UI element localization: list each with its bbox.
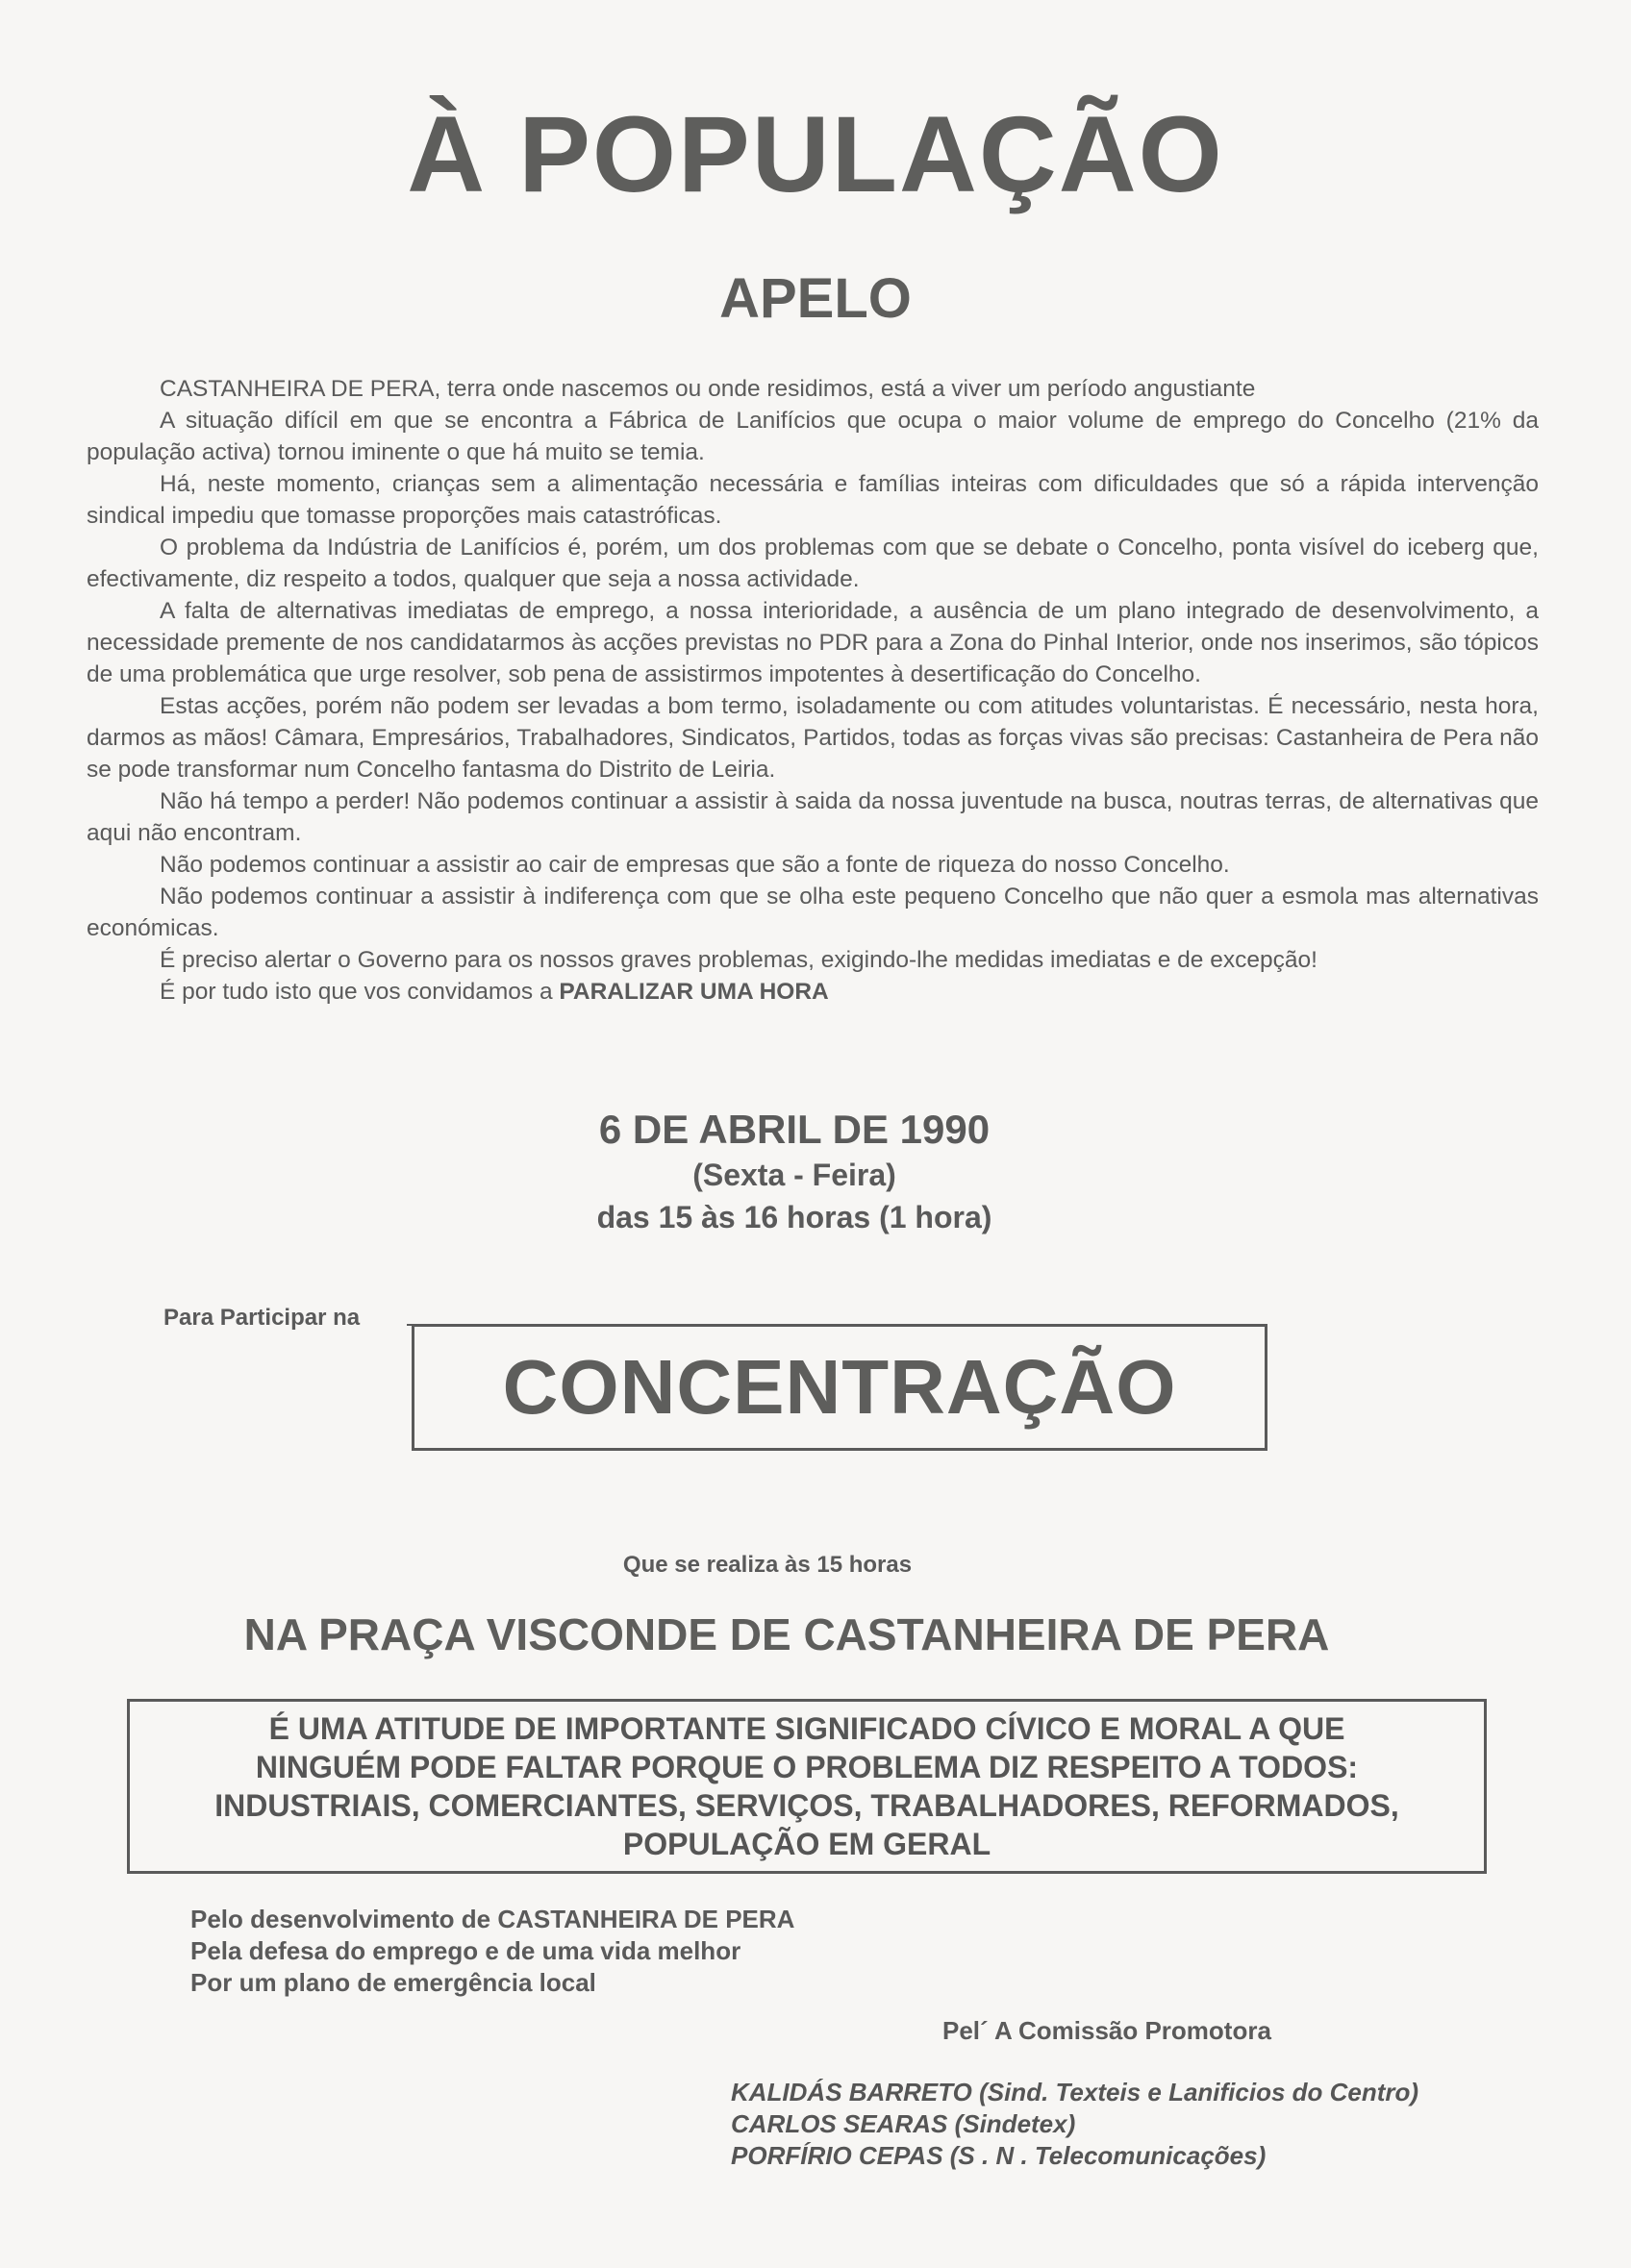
event-hours: das 15 às 16 horas (1 hora) xyxy=(596,1200,992,1234)
concentracao-box xyxy=(412,1324,1267,1451)
motto-line: Por um plano de emergência local xyxy=(190,1968,596,1997)
closing-paragraph xyxy=(87,976,1539,1008)
civic-line: POPULAÇÃO EM GERAL xyxy=(622,1827,991,1861)
paragraph: A falta de alternativas imediatas de emprego, a nossa interioridade, a ausência de um plano integrado de desenvolvimento, a necessidade premente de nos candidatarmos às acções previstas no PDR para a Zona do Pinhal Interior, onde nos inserimos, são tópicos de uma problemática que urge resolver, sob pena de assistirmos impotentes à desertificação do Concelho. xyxy=(87,598,1539,687)
realiza-text: Que se realiza às 15 horas xyxy=(622,1552,913,1578)
concentracao-heading: CONCENTRAÇÃO xyxy=(502,1344,1177,1430)
paragraph: Não há tempo a perder! Não podemos continuar a assistir à saida da nossa juventude na busca, noutras terras, de alternativas que aqui não encontram. xyxy=(87,788,1539,846)
page-subtitle: APELO xyxy=(719,267,912,330)
signers xyxy=(731,2077,1418,2172)
paragraph: A situação difícil em que se encontra a Fábrica de Lanifícios que ocupa o maior volume de emprego do Concelho (21% da população activa) tornou iminente o que há muito se temia. xyxy=(87,408,1539,465)
paragraph: Estas acções, porém não podem ser levadas a bom termo, isoladamente ou com atitudes voluntaristas. É necessário, nesta hora, darmos as mãos! Câmara, Empresários, Trabalhadores, Sindicatos, Partidos, todas as forças vivas são precisas: Castanheira de Pera não se pode transformar num Concelho fantasma do Distrito de Leiria. xyxy=(87,693,1539,783)
event-date: 6 DE ABRIL DE 1990 xyxy=(598,1107,991,1152)
event-date-block xyxy=(0,1106,1631,1238)
paragraph: Há, neste momento, crianças sem a alimentação necessária e famílias inteiras com dificuldades que só a rápida intervenção sindical impediu que tomasse proporções mais catastróficas. xyxy=(87,471,1539,529)
paragraph: CASTANHEIRA DE PERA, terra onde nascemos ou onde residimos, está a viver um período angustiante xyxy=(160,376,1256,402)
civic-line: É UMA ATITUDE DE IMPORTANTE SIGNIFICADO CÍVICO E MORAL A QUE xyxy=(268,1711,1345,1746)
location-heading: NA PRAÇA VISCONDE DE CASTANHEIRA DE PERA xyxy=(243,1609,1330,1659)
paragraph: É preciso alertar o Governo para os nossos graves problemas, exigindo-lhe medidas imediatas e de excepção! xyxy=(160,947,1317,973)
motto-line: Pela defesa do emprego e de uma vida melhor xyxy=(190,1936,741,1965)
event-weekday: (Sexta - Feira) xyxy=(692,1158,896,1192)
paragraph: Não podemos continuar a assistir ao cair de empresas que são a fonte de riqueza do nosso Concelho. xyxy=(160,852,1230,878)
participar-label: Para Participar na xyxy=(163,1305,361,1331)
motto-line: Pelo desenvolvimento de CASTANHEIRA DE PERA xyxy=(190,1905,795,1933)
mottos xyxy=(190,1904,794,1999)
closing-text: É por tudo isto que vos convidamos a xyxy=(160,979,553,1005)
page-title: À POPULAÇÃO xyxy=(407,94,1224,214)
civic-line: INDUSTRIAIS, COMERCIANTES, SERVIÇOS, TRABALHADORES, REFORMADOS, xyxy=(214,1788,1399,1823)
paragraph: Não podemos continuar a assistir à indiferença com que se olha este pequeno Concelho que não quer a esmola mas alternativas económicas. xyxy=(87,884,1539,941)
comissao-label: Pel´ A Comissão Promotora xyxy=(942,2016,1271,2045)
signer-line: CARLOS SEARAS (Sindetex) xyxy=(731,2109,1076,2138)
signer-line: KALIDÁS BARRETO (Sind. Texteis e Lanificios do Centro) xyxy=(731,2078,1419,2106)
civic-message-box xyxy=(127,1699,1487,1874)
signer-line: PORFÍRIO CEPAS (S . N . Telecomunicações) xyxy=(731,2141,1267,2170)
closing-call-to-action: PARALIZAR UMA HORA xyxy=(559,979,829,1005)
paragraph: O problema da Indústria de Lanifícios é, porém, um dos problemas com que se debate o Concelho, ponta visível do iceberg que, efectivamente, diz respeito a todos, qualquer que seja a nossa actividade. xyxy=(87,535,1539,592)
appeal-body xyxy=(87,373,1539,1008)
civic-line: NINGUÉM PODE FALTAR PORQUE O PROBLEMA DIZ RESPEITO A TODOS: xyxy=(255,1750,1359,1784)
